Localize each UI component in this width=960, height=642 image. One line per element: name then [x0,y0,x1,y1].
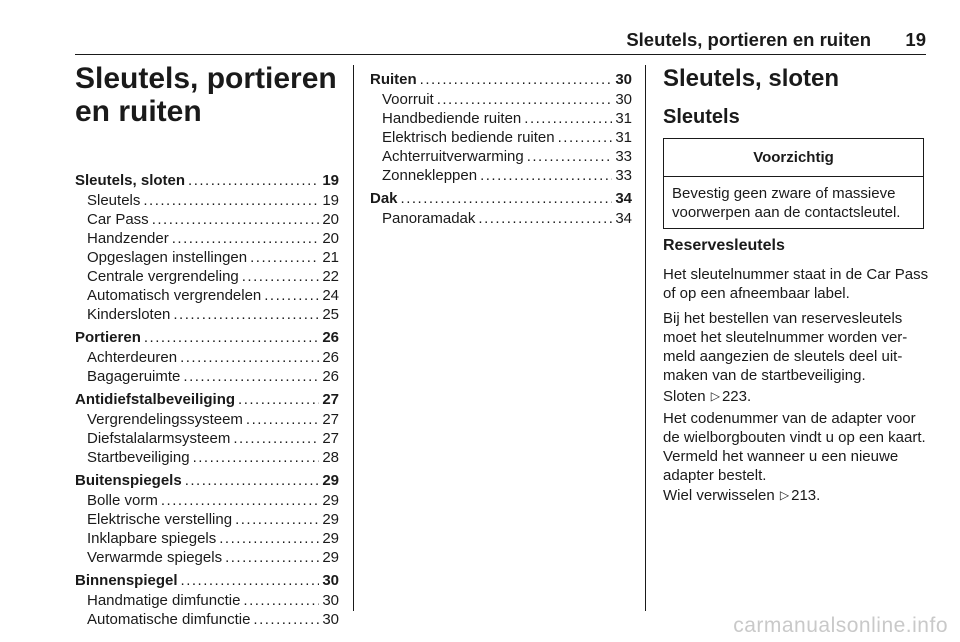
toc-page-number: 26 [322,368,339,385]
toc-column-2 [370,70,632,228]
toc-page-number: 29 [322,492,339,509]
toc-entry-label: Kindersloten [87,306,171,323]
toc-entry[interactable] [75,367,339,386]
header-rule [75,54,926,55]
toc-entry-label: Buitenspiegels [75,472,182,489]
toc-page-number: 31 [615,110,632,127]
toc-entry[interactable] [75,305,339,324]
toc-entry-label: Handmatige dimfunctie [87,592,241,609]
column-divider-2 [645,65,646,611]
toc-entry[interactable] [370,90,632,109]
toc-entry-label: Achterruitverwarming [382,148,524,165]
toc-entry[interactable] [75,448,339,467]
toc-page-number: 24 [322,287,339,304]
toc-entry-label: Opgeslagen instellingen [87,249,248,266]
running-header-title: Sleutels, portieren en ruiten [626,29,871,50]
toc-entry-label: Handbediende ruiten [382,110,522,127]
toc-chapter-entry[interactable] [370,189,632,209]
toc-entry-label: Bolle vorm [87,492,158,509]
caution-box [663,138,924,229]
toc-entry-label: Startbeveiliging [87,449,190,466]
toc-entry[interactable] [370,209,632,228]
toc-entry[interactable] [75,348,339,367]
toc-leader-dots [238,390,319,409]
toc-page-number: 30 [615,71,632,88]
toc-leader-dots [183,367,319,386]
toc-entry[interactable] [370,128,632,147]
toc-entry[interactable] [75,267,339,286]
toc-page-number: 33 [615,167,632,184]
toc-page-number: 19 [322,172,339,189]
toc-entry-label: Binnenspiegel [75,572,178,589]
toc-entry-label: Sleutels [87,192,141,209]
toc-entry[interactable] [75,248,339,267]
toc-entry[interactable] [75,429,339,448]
toc-chapter-entry[interactable] [370,70,632,90]
page-number: 19 [905,29,926,50]
toc-chapter-entry[interactable] [75,390,339,410]
toc-entry[interactable] [75,229,339,248]
toc-chapter-entry[interactable] [75,471,339,491]
toc-chapter-entry[interactable] [75,328,339,348]
toc-entry[interactable] [370,166,632,185]
toc-leader-dots [437,90,613,109]
running-header [75,29,926,51]
column-divider-1 [353,65,354,611]
toc-entry-label: Portieren [75,329,141,346]
toc-entry-label: Panoramadak [382,210,476,227]
toc-entry-label: Ruiten [370,71,417,88]
toc-leader-dots [478,209,612,228]
toc-entry[interactable] [75,491,339,510]
toc-entry-label: Voorruit [382,91,434,108]
toc-page-number: 30 [322,572,339,589]
toc-page-number: 29 [322,472,339,489]
toc-entry[interactable] [75,410,339,429]
toc-leader-dots [225,548,319,567]
toc-leader-dots [524,109,612,128]
toc-column-1 [75,171,339,629]
toc-page-number: 20 [322,211,339,228]
locks-ref-text: Sloten [663,388,706,405]
toc-page-number: 22 [322,268,339,285]
toc-page-number: 29 [322,549,339,566]
toc-leader-dots [144,328,319,347]
toc-page-number: 29 [322,530,339,547]
paragraph-key-number: Het sleutelnummer staat in de Car Pass of op een afneembaar label. [663,266,929,302]
toc-entry-label: Inklapbare spiegels [87,530,217,547]
toc-page-number: 26 [322,349,339,366]
toc-entry-label: Dak [370,190,398,207]
toc-page-number: 31 [615,129,632,146]
toc-leader-dots [233,429,319,448]
toc-leader-dots [152,210,320,229]
chapter-title: Sleutels, portieren en ruiten [75,62,337,128]
toc-page-number: 27 [322,391,339,408]
toc-entry[interactable] [75,191,339,210]
toc-entry-label: Centrale vergrendeling [87,268,239,285]
toc-entry-label: Vergrendelingssysteem [87,411,243,428]
toc-page-number: 21 [322,249,339,266]
toc-page-number: 20 [322,230,339,247]
section-title: Sleutels, sloten [663,65,840,92]
toc-leader-dots [143,191,319,210]
toc-leader-dots [250,248,319,267]
caution-text: Bevestig geen zware of massieve voorwerpen aan de contactsleutel. [672,185,901,221]
paragraph-locks-ref [663,387,931,406]
toc-entry-label: Achterdeuren [87,349,178,366]
toc-entry-label: Automatisch vergrendelen [87,287,262,304]
toc-leader-dots [243,591,319,610]
toc-entry-label: Verwarmde spiegels [87,549,223,566]
toc-leader-dots [219,529,319,548]
toc-entry[interactable] [75,529,339,548]
toc-chapter-entry[interactable] [75,571,339,591]
toc-page-number: 30 [615,91,632,108]
toc-entry[interactable] [370,109,632,128]
toc-entry-label: Bagageruimte [87,368,181,385]
toc-leader-dots [180,348,319,367]
toc-page-number: 34 [615,210,632,227]
toc-leader-dots [161,491,319,510]
toc-leader-dots [173,305,319,324]
locks-ref-link[interactable]: 223. [721,388,752,405]
paragraph-wheel-ref [663,486,931,505]
toc-page-number: 25 [322,306,339,323]
toc-entry[interactable] [75,591,339,610]
toc-entry[interactable] [75,548,339,567]
toc-leader-dots [235,510,319,529]
toc-leader-dots [420,70,613,89]
toc-entry[interactable] [75,610,339,629]
toc-leader-dots [242,267,320,286]
toc-page-number: 33 [615,148,632,165]
toc-entry[interactable] [75,210,339,229]
toc-leader-dots [253,610,319,629]
toc-page-number: 30 [322,592,339,609]
watermark: carmanualsonline.info [733,614,948,637]
toc-leader-dots [193,448,320,467]
toc-page-number: 34 [615,190,632,207]
paragraph-ordering: Bij het bestellen van reservesleutels moet het sleutelnummer worden ver-meld aangezien de sleutels deel uit-maken van de startbeveiliging. [663,310,908,384]
toc-entry-label: Handzender [87,230,169,247]
toc-leader-dots [181,571,320,590]
toc-entry-label: Sleutels, sloten [75,172,186,189]
paragraph-adapter: Het codenummer van de adapter voor de wielborgbouten vindt u op een kaart. Vermeld het wanneer u een nieuwe adapter bestelt. [663,410,926,484]
triangle-right-icon: ▷ [779,488,790,502]
triangle-right-icon: ▷ [710,389,720,403]
toc-page-number: 26 [322,329,339,346]
toc-leader-dots [172,229,320,248]
toc-chapter-entry[interactable] [75,171,339,191]
toc-leader-dots [527,147,613,166]
toc-entry[interactable] [75,510,339,529]
toc-leader-dots [558,128,613,147]
toc-leader-dots [264,286,319,305]
toc-leader-dots [480,166,612,185]
wheel-ref-link[interactable]: 213. [791,487,821,504]
toc-page-number: 27 [322,430,339,447]
toc-entry[interactable] [75,286,339,305]
toc-page-number: 29 [322,511,339,528]
toc-entry-label: Car Pass [87,211,149,228]
toc-entry[interactable] [370,147,632,166]
toc-page-number: 30 [322,611,339,628]
toc-entry-label: Antidiefstalbeveiliging [75,391,236,408]
toc-leader-dots [246,410,319,429]
toc-leader-dots [188,171,319,190]
toc-entry-label: Automatische dimfunctie [87,611,251,628]
wheel-ref-text: Wiel verwisselen [663,487,775,504]
toc-page-number: 19 [322,192,339,209]
subsection-title: Sleutels [663,106,740,128]
toc-entry-label: Elektrisch bediende ruiten [382,129,555,146]
toc-entry-label: Zonnekleppen [382,167,478,184]
caution-title: Voorzichtig [664,139,923,177]
toc-page-number: 28 [322,449,339,466]
toc-leader-dots [185,471,320,490]
toc-leader-dots [401,189,613,208]
reserve-keys-heading: Reservesleutels [663,237,785,254]
toc-entry-label: Diefstalalarmsysteem [87,430,231,447]
toc-entry-label: Elektrische verstelling [87,511,233,528]
toc-page-number: 27 [322,411,339,428]
